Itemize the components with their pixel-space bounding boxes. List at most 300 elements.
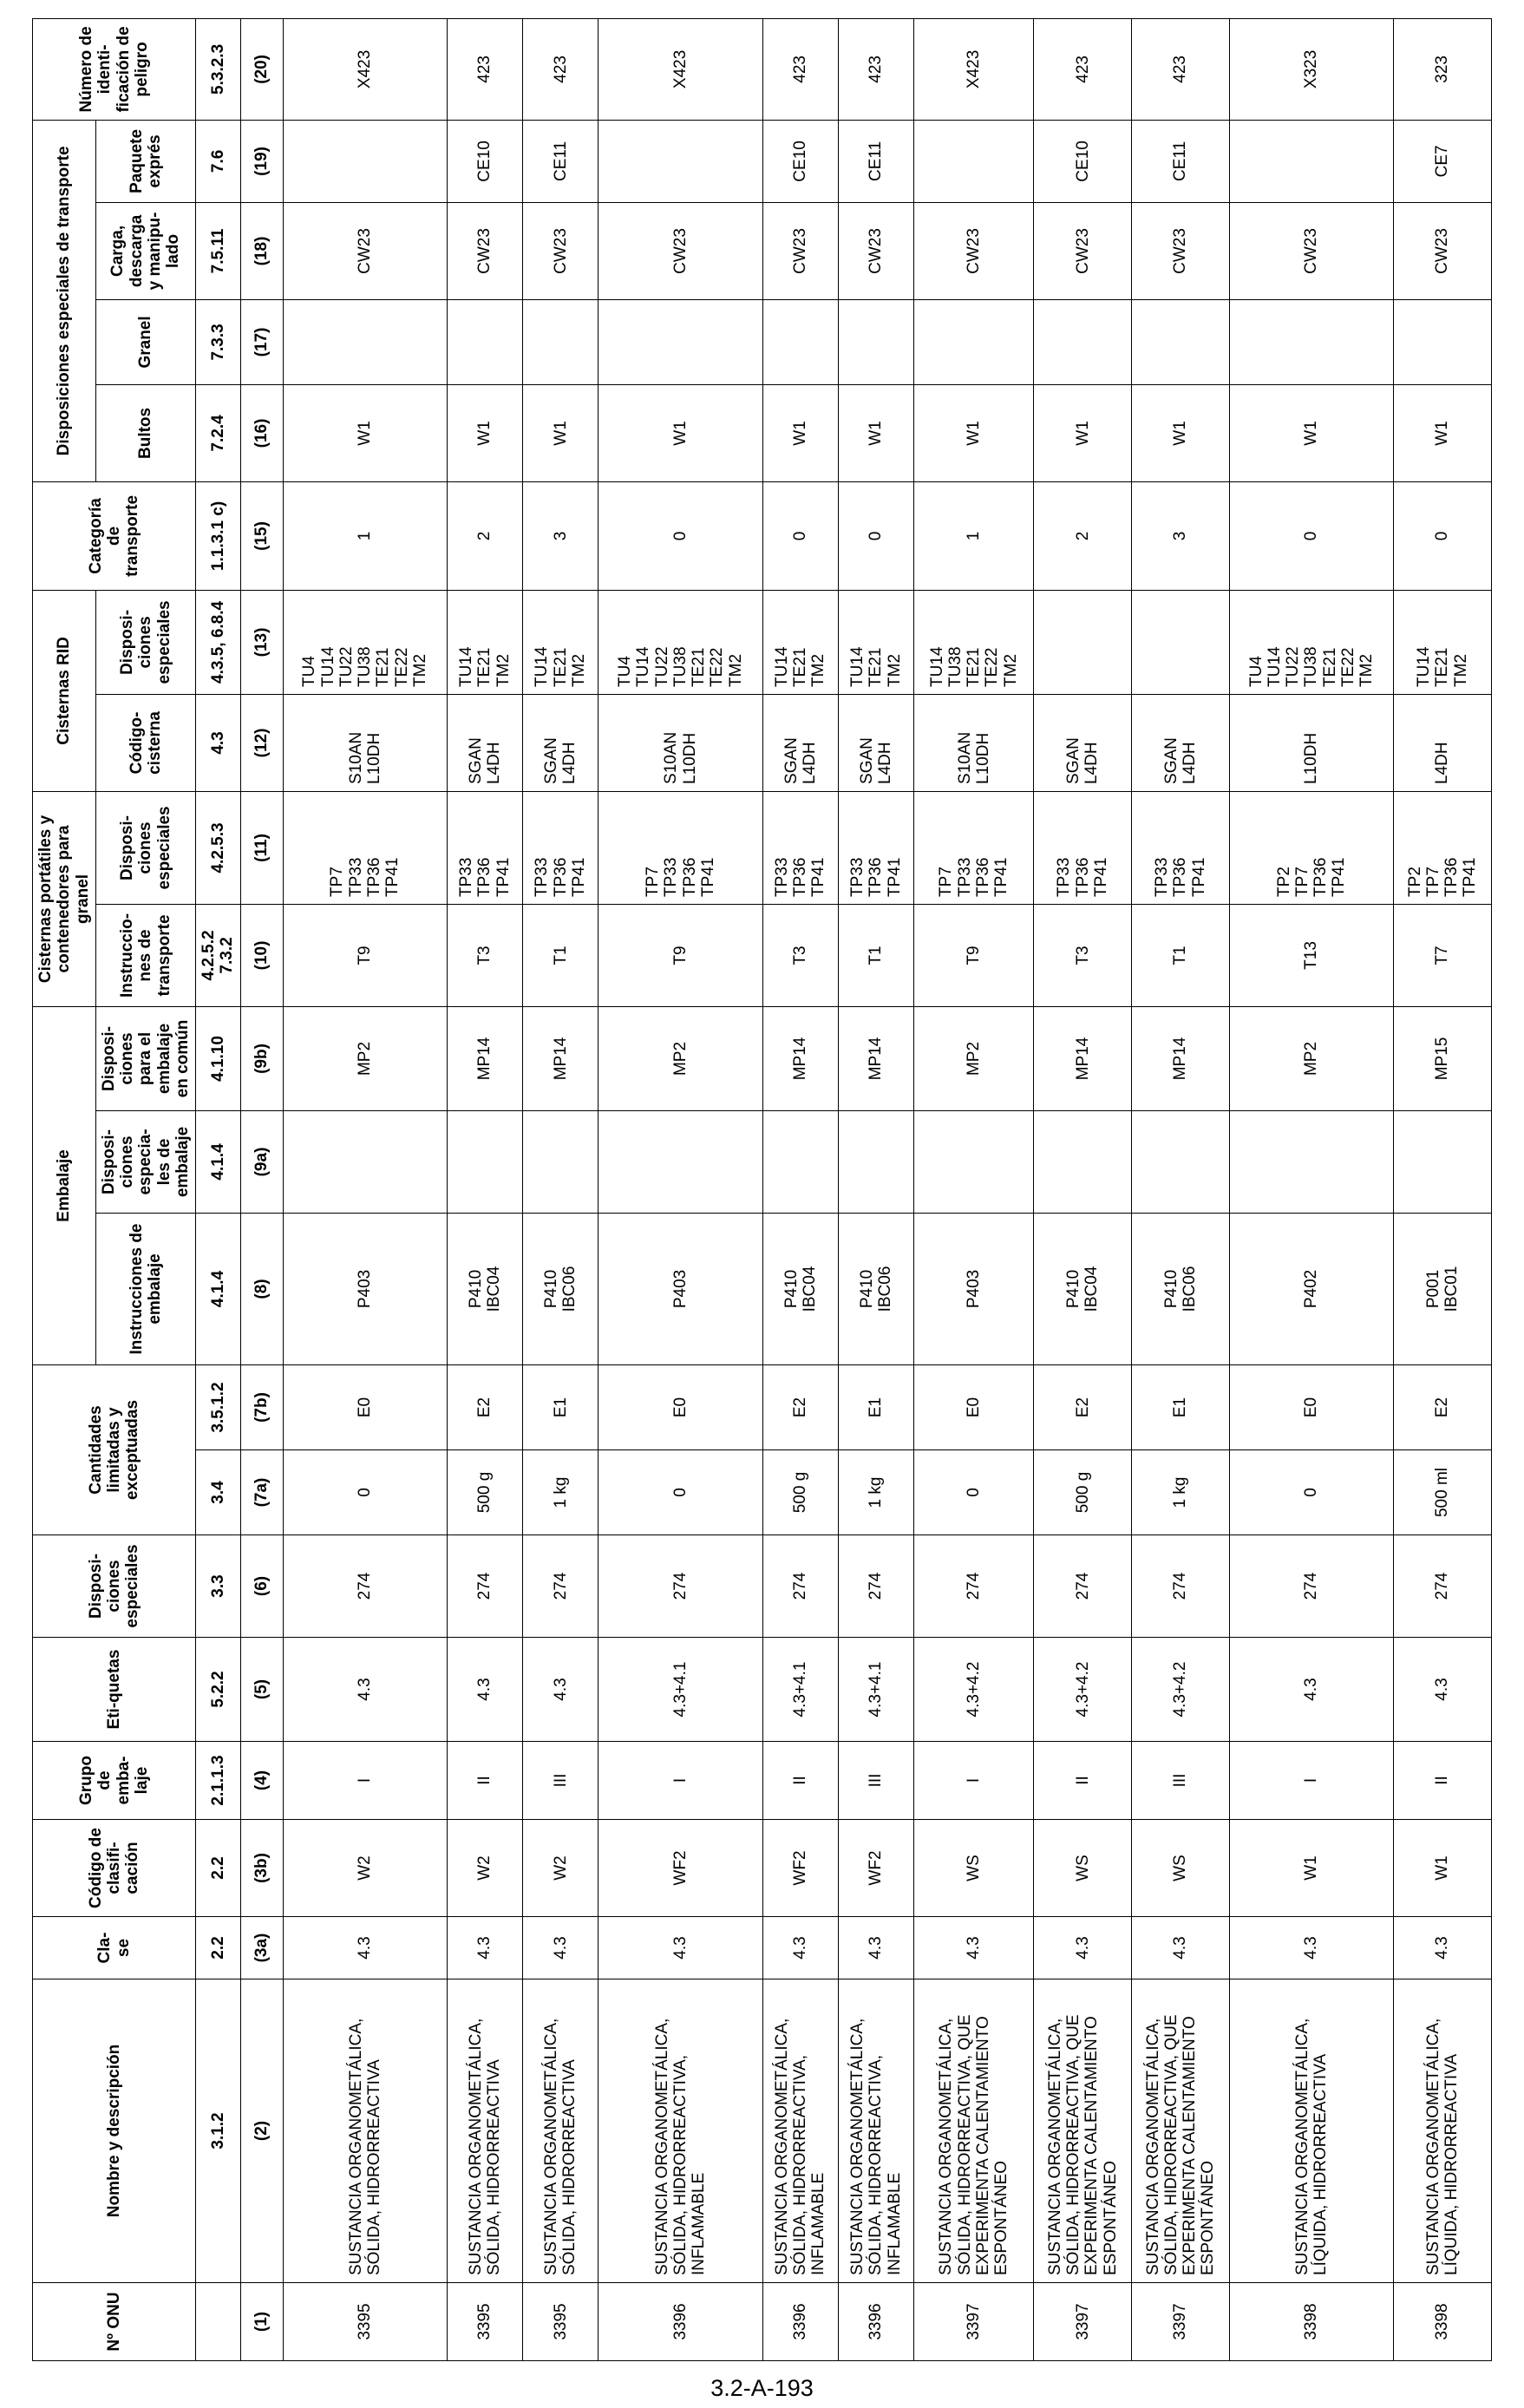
table-cell: SUSTANCIA ORGANOMETÁLICA, SÓLIDA, HIDRORREACTIVA (447, 1979, 522, 2283)
table-cell: S10AN L10DH (283, 694, 447, 791)
table-cell: 4.3 (598, 1917, 762, 1979)
table-cell (283, 1110, 447, 1213)
column-number-cell: (15) (240, 481, 283, 590)
table-cell: 500 g (762, 1450, 838, 1535)
header-disposiciones-especiales: Disposi-ciones especiales (33, 1535, 196, 1638)
table-cell: WF2 (598, 1820, 762, 1917)
table-cell: 3395 (447, 2283, 522, 2361)
header-cisternas-portatiles: Cisternas portátiles y contenedores para granel (33, 791, 96, 1006)
header-clase: Cla-se (33, 1917, 196, 1979)
table-cell: SGAN L4DH (838, 694, 913, 791)
table-cell: P410 IBC04 (447, 1213, 522, 1364)
table-cell: E0 (598, 1364, 762, 1449)
table-cell: P402 (1229, 1213, 1393, 1364)
table-cell: SUSTANCIA ORGANOMETÁLICA, LÍQUIDA, HIDRORREACTIVA (1394, 1979, 1492, 2283)
table-cell (523, 1110, 598, 1213)
table-cell: TU4 TU14 TU22 TU38 TE21 TE22 TM2 (1229, 590, 1393, 694)
table-cell: CE7 (1394, 120, 1492, 202)
column-number-cell: (2) (240, 1979, 283, 2283)
table-cell: 3398 (1229, 2283, 1393, 2361)
table-cell: W1 (762, 384, 838, 481)
table-cell: CW23 (838, 202, 913, 299)
header-carga: Carga, descarga y manipu-lado (95, 202, 195, 299)
table-cell: SGAN L4DH (762, 694, 838, 791)
table-cell: II (1394, 1742, 1492, 1820)
table-cell: I (283, 1742, 447, 1820)
table-cell: 4.3 (838, 1917, 913, 1979)
table-cell (762, 1110, 838, 1213)
table-cell: E2 (1394, 1364, 1492, 1449)
table-cell: P410 IBC06 (1132, 1213, 1230, 1364)
table-cell: 274 (762, 1535, 838, 1638)
ref-cell: 4.1.4 (196, 1110, 241, 1213)
table-cell: 274 (283, 1535, 447, 1638)
table-row (762, 18, 838, 2360)
table-cell: 274 (838, 1535, 913, 1638)
table-cell: 4.3 (1394, 1917, 1492, 1979)
table-cell: MP2 (1229, 1006, 1393, 1110)
table-cell: 0 (914, 1450, 1034, 1535)
table-cell: W1 (447, 384, 522, 481)
table-cell: SUSTANCIA ORGANOMETÁLICA, SÓLIDA, HIDRORREACTIVA (283, 1979, 447, 2283)
header-codigo: Código de clasifi-cación (33, 1820, 196, 1917)
table-cell: X323 (1229, 18, 1393, 120)
table-cell: P410 IBC04 (1034, 1213, 1132, 1364)
table-cell (1229, 120, 1393, 202)
ref-cell (196, 2283, 241, 2361)
column-number-cell: (4) (240, 1742, 283, 1820)
table-cell: 0 (1394, 481, 1492, 590)
header-disp-embalaje-especiales: Disposi-ciones especia-les de embalaje (95, 1110, 195, 1213)
table-cell (283, 299, 447, 384)
table-cell (1034, 1110, 1132, 1213)
table-cell: 4.3+4.2 (1034, 1638, 1132, 1742)
table-cell: P001 IBC01 (1394, 1213, 1492, 1364)
table-cell: W2 (283, 1820, 447, 1917)
table-cell: T1 (523, 904, 598, 1006)
table-cell: P403 (598, 1213, 762, 1364)
table-cell: II (762, 1742, 838, 1820)
table-cell: TP7 TP33 TP36 TP41 (283, 791, 447, 904)
header-cisternas-rid: Cisternas RID (33, 590, 96, 791)
header-grupo: Grupo de emba-laje (33, 1742, 196, 1820)
table-cell: III (1132, 1742, 1230, 1820)
table-cell: 3395 (523, 2283, 598, 2361)
header-granel: Granel (95, 299, 195, 384)
table-cell: 2 (447, 481, 522, 590)
table-cell: W1 (283, 384, 447, 481)
table-cell: 323 (1394, 18, 1492, 120)
table-row (447, 18, 522, 2360)
ref-cell: 4.3 (196, 694, 241, 791)
table-cell: P403 (283, 1213, 447, 1364)
column-number-row (240, 18, 283, 2360)
header-codigo-cisterna: Código-cisterna (95, 694, 195, 791)
table-cell: CW23 (914, 202, 1034, 299)
table-cell: P410 IBC06 (838, 1213, 913, 1364)
table-cell: 4.3+4.2 (1132, 1638, 1230, 1742)
table-cell (1132, 590, 1230, 694)
column-number-cell: (9b) (240, 1006, 283, 1110)
header-numero-peligro: Número de identi-ficación de peligro (33, 18, 196, 120)
table-cell: WS (1034, 1820, 1132, 1917)
table-cell: CE10 (1034, 120, 1132, 202)
table-cell: TP33 TP36 TP41 (1132, 791, 1230, 904)
table-cell: TU4 TU14 TU22 TU38 TE21 TE22 TM2 (598, 590, 762, 694)
table-row (598, 18, 762, 2360)
table-cell: WF2 (838, 1820, 913, 1917)
table-cell: SUSTANCIA ORGANOMETÁLICA, SÓLIDA, HIDRORREACTIVA (523, 1979, 598, 2283)
ref-cell: 7.2.4 (196, 384, 241, 481)
header-bultos: Bultos (95, 384, 195, 481)
table-cell: 274 (1394, 1535, 1492, 1638)
column-number-cell: (3a) (240, 1917, 283, 1979)
table-cell: WF2 (762, 1820, 838, 1917)
column-number-cell: (19) (240, 120, 283, 202)
table-cell: 423 (838, 18, 913, 120)
table-cell: E0 (283, 1364, 447, 1449)
table-cell: TU14 TE21 TM2 (447, 590, 522, 694)
table-cell: SGAN L4DH (1034, 694, 1132, 791)
table-cell: E2 (447, 1364, 522, 1449)
table-cell: T3 (762, 904, 838, 1006)
table-cell: II (1034, 1742, 1132, 1820)
table-cell: TU4 TU14 TU22 TU38 TE21 TE22 TM2 (283, 590, 447, 694)
table-cell: 423 (523, 18, 598, 120)
table-cell: E0 (914, 1364, 1034, 1449)
table-cell: W1 (914, 384, 1034, 481)
table-cell (447, 299, 522, 384)
table-cell: 4.3 (283, 1638, 447, 1742)
table-cell: MP2 (914, 1006, 1034, 1110)
table-cell: TP7 TP33 TP36 TP41 (598, 791, 762, 904)
column-number-cell: (7a) (240, 1450, 283, 1535)
table-cell: SUSTANCIA ORGANOMETÁLICA, SÓLIDA, HIDRORREACTIVA, QUE EXPERIMENTA CALENTAMIENTO ESPONTÁNEO (914, 1979, 1034, 2283)
table-cell: III (838, 1742, 913, 1820)
table-cell: 4.3 (447, 1917, 522, 1979)
table-cell: 4.3+4.2 (914, 1638, 1034, 1742)
ref-cell: 2.1.1.3 (196, 1742, 241, 1820)
table-cell: 3397 (1034, 2283, 1132, 2361)
table-cell: CW23 (523, 202, 598, 299)
table-cell: MP2 (598, 1006, 762, 1110)
dangerous-goods-table (32, 18, 1492, 2361)
header-instrucciones-embalaje: Instrucciones de embalaje (95, 1213, 195, 1364)
table-cell: 4.3 (523, 1638, 598, 1742)
table-cell: 0 (1229, 481, 1393, 590)
table-cell: W1 (1034, 384, 1132, 481)
table-cell: 3 (1132, 481, 1230, 590)
table-cell: MP14 (838, 1006, 913, 1110)
table-cell: TP33 TP36 TP41 (838, 791, 913, 904)
table-cell (1034, 590, 1132, 694)
table-cell: TP33 TP36 TP41 (762, 791, 838, 904)
table-cell (914, 1110, 1034, 1213)
table-cell: SGAN L4DH (447, 694, 522, 791)
ref-cell: 2.2 (196, 1917, 241, 1979)
table-cell: 4.3 (1132, 1917, 1230, 1979)
table-cell: 4.3 (1229, 1638, 1393, 1742)
table-row (1394, 18, 1492, 2360)
table-row (838, 18, 913, 2360)
table-cell: T3 (1034, 904, 1132, 1006)
column-number-cell: (9a) (240, 1110, 283, 1213)
table-cell: 3398 (1394, 2283, 1492, 2361)
table-cell: CE11 (838, 120, 913, 202)
ref-cell: 7.6 (196, 120, 241, 202)
table-cell: E2 (1034, 1364, 1132, 1449)
table-cell: CW23 (1034, 202, 1132, 299)
table-cell: 1 kg (838, 1450, 913, 1535)
column-number-cell: (7b) (240, 1364, 283, 1449)
header-paquete: Paquete exprés (95, 120, 195, 202)
ref-cell: 3.3 (196, 1535, 241, 1638)
table-cell: CE11 (1132, 120, 1230, 202)
table-cell: CW23 (598, 202, 762, 299)
table-cell: 3 (523, 481, 598, 590)
table-cell (523, 299, 598, 384)
table-cell: CW23 (762, 202, 838, 299)
table-cell: TP33 TP36 TP41 (447, 791, 522, 904)
table-cell: CW23 (1132, 202, 1230, 299)
table-cell: L4DH (1394, 694, 1492, 791)
table-cell: SUSTANCIA ORGANOMETÁLICA, SÓLIDA, HIDRORREACTIVA, INFLAMABLE (598, 1979, 762, 2283)
table-cell: 274 (447, 1535, 522, 1638)
table-cell: 423 (762, 18, 838, 120)
table-cell: 500 g (447, 1450, 522, 1535)
table-cell: SGAN L4DH (523, 694, 598, 791)
column-number-cell: (6) (240, 1535, 283, 1638)
table-cell: TP2 TP7 TP36 TP41 (1394, 791, 1492, 904)
table-cell (598, 299, 762, 384)
table-cell: TP33 TP36 TP41 (523, 791, 598, 904)
table-cell: CW23 (1394, 202, 1492, 299)
table-cell: SUSTANCIA ORGANOMETÁLICA, SÓLIDA, HIDRORREACTIVA, QUE EXPERIMENTA CALENTAMIENTO ESPONTÁNEO (1034, 1979, 1132, 2283)
table-cell: TP7 TP33 TP36 TP41 (914, 791, 1034, 904)
table-cell: 274 (598, 1535, 762, 1638)
table-cell: E1 (838, 1364, 913, 1449)
table-cell: CE10 (762, 120, 838, 202)
column-number-cell: (10) (240, 904, 283, 1006)
table-cell: W2 (523, 1820, 598, 1917)
table-cell (914, 299, 1034, 384)
table-cell (1229, 1110, 1393, 1213)
table-cell: 274 (914, 1535, 1034, 1638)
header-disposiciones-transporte: Disposiciones especiales de transporte (33, 120, 96, 481)
table-cell: 4.3 (914, 1917, 1034, 1979)
column-number-cell: (5) (240, 1638, 283, 1742)
table-cell: W1 (1394, 384, 1492, 481)
table-cell: 500 g (1034, 1450, 1132, 1535)
table-cell (283, 120, 447, 202)
header-disp-esp-rid: Disposi-ciones especiales (95, 590, 195, 694)
table-cell: 3395 (283, 2283, 447, 2361)
table-cell: W1 (1132, 384, 1230, 481)
table-cell: 274 (1034, 1535, 1132, 1638)
header-name: Nombre y descripción (33, 1979, 196, 2283)
header-categoria: Categoría de transporte (33, 481, 196, 590)
header-embalaje: Embalaje (33, 1006, 96, 1364)
table-cell (1394, 299, 1492, 384)
table-cell: 0 (838, 481, 913, 590)
table-cell: 423 (1132, 18, 1230, 120)
table-cell (914, 120, 1034, 202)
ref-cell: 3.5.1.2 (196, 1364, 241, 1449)
table-cell: 4.3 (447, 1638, 522, 1742)
reference-row (196, 18, 241, 2360)
table-cell: 423 (447, 18, 522, 120)
header-disp-esp-portatiles: Disposi-ciones especiales (95, 791, 195, 904)
table-cell (838, 299, 913, 384)
table-cell: WS (914, 1820, 1034, 1917)
header-disp-embalaje-comun: Disposi-ciones para el embalaje en común (95, 1006, 195, 1110)
table-cell: CW23 (1229, 202, 1393, 299)
table-row (914, 18, 1034, 2360)
table-cell: E2 (762, 1364, 838, 1449)
table-cell: S10AN L10DH (914, 694, 1034, 791)
table-cell: T9 (598, 904, 762, 1006)
table-body (283, 18, 1491, 2360)
table-cell: W1 (523, 384, 598, 481)
table-cell: III (523, 1742, 598, 1820)
ref-cell: 5.2.2 (196, 1638, 241, 1742)
table-cell: 1 kg (523, 1450, 598, 1535)
table-cell: 3396 (838, 2283, 913, 2361)
table-cell: SUSTANCIA ORGANOMETÁLICA, SÓLIDA, HIDRORREACTIVA, QUE EXPERIMENTA CALENTAMIENTO ESPONTÁNEO (1132, 1979, 1230, 2283)
table-cell: 4.3 (762, 1917, 838, 1979)
table-cell: W1 (1229, 384, 1393, 481)
column-number-cell: (1) (240, 2283, 283, 2361)
column-number-cell: (17) (240, 299, 283, 384)
table-cell: 3397 (1132, 2283, 1230, 2361)
rotated-table-container (32, 19, 1492, 2361)
column-number-cell: (12) (240, 694, 283, 791)
ref-cell: 3.4 (196, 1450, 241, 1535)
table-cell: 4.3 (283, 1917, 447, 1979)
table-cell: T9 (283, 904, 447, 1006)
table-cell: T1 (838, 904, 913, 1006)
table-cell: T1 (1132, 904, 1230, 1006)
table-cell: 1 (283, 481, 447, 590)
table-cell: SUSTANCIA ORGANOMETÁLICA, LÍQUIDA, HIDRORREACTIVA (1229, 1979, 1393, 2283)
table-cell: TP2 TP7 TP36 TP41 (1229, 791, 1393, 904)
table-cell: W2 (447, 1820, 522, 1917)
column-number-cell: (18) (240, 202, 283, 299)
header-etiquetas: Eti-quetas (33, 1638, 196, 1742)
column-number-cell: (3b) (240, 1820, 283, 1917)
table-cell: CE10 (447, 120, 522, 202)
ref-cell: 4.3.5, 6.8.4 (196, 590, 241, 694)
table-cell: T7 (1394, 904, 1492, 1006)
table-cell (598, 1110, 762, 1213)
column-number-cell: (11) (240, 791, 283, 904)
table-cell: S10AN L10DH (598, 694, 762, 791)
page-number: 3.2-A-193 (710, 2375, 814, 2401)
table-cell: SUSTANCIA ORGANOMETÁLICA, SÓLIDA, HIDRORREACTIVA, INFLAMABLE (838, 1979, 913, 2283)
table-cell: 2 (1034, 481, 1132, 590)
table-row (1034, 18, 1132, 2360)
table-cell: 0 (598, 1450, 762, 1535)
ref-cell: 2.2 (196, 1820, 241, 1917)
table-cell: X423 (914, 18, 1034, 120)
table-cell: T9 (914, 904, 1034, 1006)
table-cell: E1 (1132, 1364, 1230, 1449)
table-cell: 423 (1034, 18, 1132, 120)
table-cell: X423 (598, 18, 762, 120)
table-cell: P410 IBC06 (523, 1213, 598, 1364)
table-cell: T13 (1229, 904, 1393, 1006)
header-onu: Nº ONU (33, 2283, 196, 2361)
table-cell: TU14 TE21 TM2 (1394, 590, 1492, 694)
table-cell: 4.3+4.1 (838, 1638, 913, 1742)
ref-cell: 4.1.10 (196, 1006, 241, 1110)
table-cell: W1 (838, 384, 913, 481)
header-row-1 (33, 18, 96, 2360)
table-cell: 274 (523, 1535, 598, 1638)
table-cell: II (447, 1742, 522, 1820)
column-number-cell: (8) (240, 1213, 283, 1364)
table-cell: MP14 (1132, 1006, 1230, 1110)
table-cell: P410 IBC04 (762, 1213, 838, 1364)
table-cell: TP33 TP36 TP41 (1034, 791, 1132, 904)
table-cell: CE11 (523, 120, 598, 202)
table-cell: W1 (1229, 1820, 1393, 1917)
table-cell: I (598, 1742, 762, 1820)
table-cell: 3397 (914, 2283, 1034, 2361)
table-row (1132, 18, 1230, 2360)
table-cell (1132, 299, 1230, 384)
table-cell: 0 (1229, 1450, 1393, 1535)
table-cell: I (1229, 1742, 1393, 1820)
table-row (1229, 18, 1393, 2360)
table-cell: 4.3 (523, 1917, 598, 1979)
table-cell: 0 (283, 1450, 447, 1535)
table-cell: E0 (1229, 1364, 1393, 1449)
table-cell: 274 (1132, 1535, 1230, 1638)
table-cell: 3396 (762, 2283, 838, 2361)
table-cell: W1 (1394, 1820, 1492, 1917)
table-cell: 0 (762, 481, 838, 590)
table-cell (838, 1110, 913, 1213)
table-cell: MP14 (523, 1006, 598, 1110)
table-cell: L10DH (1229, 694, 1393, 791)
header-instrucciones-transporte: Instruccio-nes de transporte (95, 904, 195, 1006)
table-cell (447, 1110, 522, 1213)
table-cell: 274 (1229, 1535, 1393, 1638)
table-cell: 1 kg (1132, 1450, 1230, 1535)
table-cell: I (914, 1742, 1034, 1820)
table-cell: CW23 (447, 202, 522, 299)
table-cell: 4.3 (1394, 1638, 1492, 1742)
table-cell: MP15 (1394, 1006, 1492, 1110)
table-row (523, 18, 598, 2360)
table-cell: MP14 (1034, 1006, 1132, 1110)
table-cell: TU14 TE21 TM2 (523, 590, 598, 694)
table-cell: 1 (914, 481, 1034, 590)
table-cell: MP14 (762, 1006, 838, 1110)
ref-cell: 7.5.11 (196, 202, 241, 299)
column-number-cell: (13) (240, 590, 283, 694)
table-cell (1034, 299, 1132, 384)
table-row (283, 18, 447, 2360)
table-cell (1394, 1110, 1492, 1213)
table-cell: 500 ml (1394, 1450, 1492, 1535)
column-number-cell: (20) (240, 18, 283, 120)
table-cell: 3396 (598, 2283, 762, 2361)
header-cantidades: Cantidades limitadas y exceptuadas (33, 1364, 196, 1534)
ref-cell: 4.1.4 (196, 1213, 241, 1364)
ref-cell: 1.1.3.1 c) (196, 481, 241, 590)
